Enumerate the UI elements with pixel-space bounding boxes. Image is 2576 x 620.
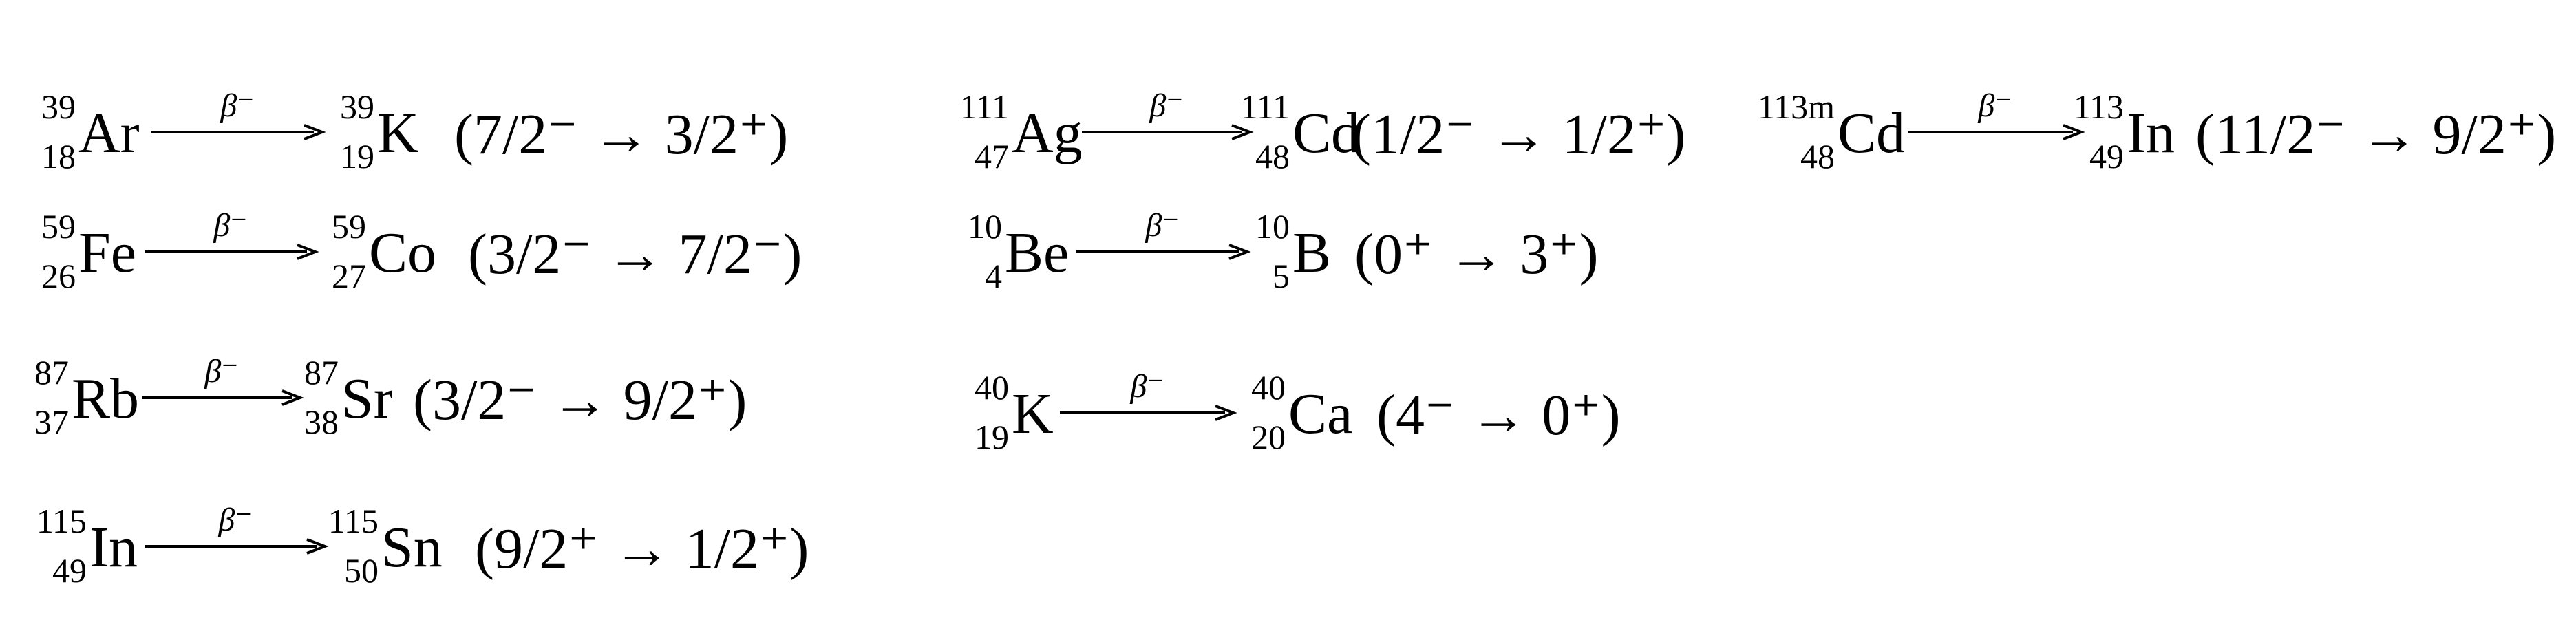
arrow-icon — [151, 124, 323, 140]
atomic-number: 48 — [1255, 137, 1290, 175]
mass-number: 59 — [332, 207, 366, 246]
spin-parity-transition: (7/2⁻ → 3/2⁺) — [454, 103, 789, 167]
element-symbol: K — [1012, 382, 1054, 446]
element-symbol: Ag — [1012, 101, 1083, 165]
decay-equation — [0, 341, 895, 441]
element-symbol: Rb — [72, 367, 140, 431]
spin-parity-transition: (4⁻ → 0⁺) — [1376, 383, 1621, 447]
mass-number: 115 — [328, 502, 379, 540]
atomic-number: 27 — [332, 257, 366, 295]
beta-minus-label: β⁻ — [1145, 207, 1180, 244]
element-symbol: Co — [369, 221, 437, 285]
beta-decay-arrow — [1082, 89, 1251, 151]
beta-minus-label: β⁻ — [1130, 368, 1164, 405]
mass-number: 115 — [36, 502, 87, 540]
mass-number: 113 — [2073, 87, 2124, 126]
mass-number: 10 — [1255, 207, 1290, 246]
spin-parity-transition: (9/2⁺ → 1/2⁺) — [475, 517, 809, 581]
spin-parity-transition: (3/2⁻ → 7/2⁻) — [468, 222, 802, 286]
mass-number: 111 — [959, 87, 1009, 126]
mass-number: 40 — [1251, 368, 1286, 407]
arrow-icon — [142, 389, 301, 406]
beta-decay-arrow — [1076, 209, 1248, 271]
atomic-number: 26 — [41, 257, 76, 295]
mass-number: 87 — [34, 353, 69, 392]
atomic-number: 48 — [1800, 137, 1835, 175]
beta-decay-arrow — [1060, 370, 1235, 432]
spin-parity-transition: (1/2⁻ → 1/2⁺) — [1352, 103, 1686, 167]
decay-equation — [0, 76, 895, 175]
element-symbol: Cd — [1292, 101, 1361, 165]
atomic-number: 49 — [52, 551, 87, 590]
arrow-icon — [1908, 124, 2083, 140]
atomic-number: 49 — [2089, 137, 2124, 175]
atomic-number: 47 — [975, 137, 1009, 175]
spin-parity-transition: (3/2⁻ → 9/2⁺) — [413, 368, 747, 432]
atomic-number: 38 — [304, 403, 339, 441]
mass-number: 113m — [1757, 87, 1835, 126]
beta-minus-label: β⁻ — [218, 502, 253, 538]
beta-decay-arrow — [1908, 89, 2083, 151]
element-symbol: Sr — [341, 367, 393, 431]
element-symbol: In — [89, 515, 138, 579]
spin-parity-transition: (11/2⁻ → 9/2⁺) — [2195, 103, 2557, 167]
arrow-icon — [145, 538, 326, 555]
beta-decay-arrow — [145, 209, 317, 271]
decay-equation — [895, 76, 1741, 175]
element-symbol: K — [377, 101, 419, 165]
mass-number: 111 — [1240, 87, 1290, 126]
atomic-number: 4 — [985, 257, 1002, 295]
beta-minus-label: β⁻ — [204, 353, 239, 389]
element-symbol: Ca — [1288, 382, 1353, 446]
atomic-number: 5 — [1273, 257, 1290, 295]
decay-equation — [895, 195, 1741, 295]
beta-minus-label: β⁻ — [1978, 87, 2012, 124]
atomic-number: 19 — [975, 418, 1009, 456]
beta-minus-label: β⁻ — [1149, 87, 1184, 124]
atomic-number: 37 — [34, 403, 69, 441]
beta-minus-label: β⁻ — [213, 207, 248, 244]
mass-number: 10 — [968, 207, 1002, 246]
mass-number: 39 — [340, 87, 374, 126]
element-symbol: Ar — [78, 101, 140, 165]
arrow-icon — [1076, 244, 1248, 260]
beta-minus-label: β⁻ — [220, 87, 255, 124]
arrow-icon — [1060, 405, 1235, 421]
beta-decay-arrow — [142, 355, 301, 417]
atomic-number: 19 — [340, 137, 374, 175]
element-symbol: B — [1292, 221, 1332, 285]
decay-equation — [1741, 76, 2574, 175]
spin-parity-transition: (0⁺ → 3⁺) — [1354, 222, 1599, 286]
arrow-icon — [145, 244, 317, 260]
element-symbol: In — [2127, 101, 2175, 165]
beta-decay-arrow — [145, 504, 326, 566]
decay-equation — [895, 356, 1741, 456]
decay-equation — [0, 195, 895, 295]
atomic-number: 50 — [344, 551, 379, 590]
mass-number: 40 — [975, 368, 1009, 407]
element-symbol: Be — [1005, 221, 1069, 285]
element-symbol: Fe — [78, 221, 136, 285]
arrow-icon — [1082, 124, 1251, 140]
element-symbol: Cd — [1838, 101, 1906, 165]
beta-decay-arrow — [151, 89, 323, 151]
atomic-number: 20 — [1251, 418, 1286, 456]
element-symbol: Sn — [381, 515, 443, 579]
decay-equation — [0, 490, 895, 590]
mass-number: 87 — [304, 353, 339, 392]
atomic-number: 18 — [41, 137, 76, 175]
mass-number: 59 — [41, 207, 76, 246]
mass-number: 39 — [41, 87, 76, 126]
